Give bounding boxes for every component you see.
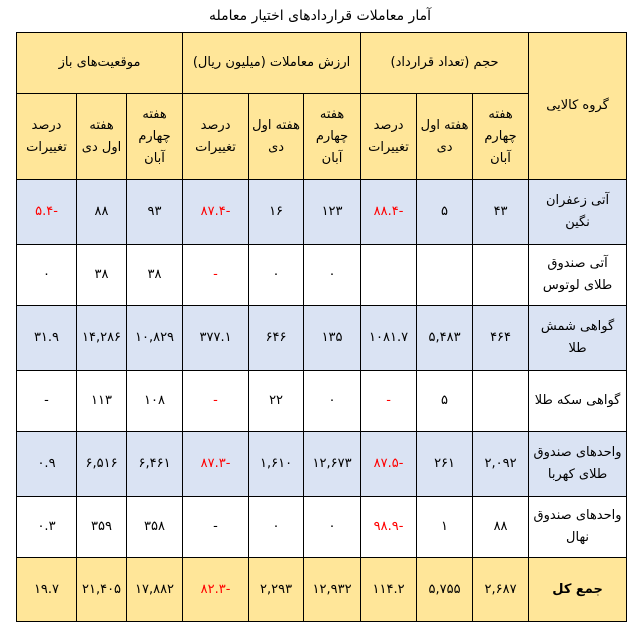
table-cell: -۸۲.۳: [183, 558, 249, 622]
row-group-name: گواهی شمش طلا: [529, 306, 627, 371]
table-cell: -: [183, 496, 249, 558]
table-cell: ۸۸: [77, 180, 127, 245]
table-cell: -: [361, 370, 417, 432]
table-cell: -۵.۴: [17, 180, 77, 245]
table-cell: ۱: [417, 496, 473, 558]
table-cell: ۳۸: [77, 244, 127, 306]
table-cell: ۰.۹: [17, 432, 77, 497]
table-cell: ۶,۵۱۶: [77, 432, 127, 497]
table-cell: ۳۸: [127, 244, 183, 306]
table-cell: ۵,۴۸۳: [417, 306, 473, 371]
table-cell: [473, 370, 529, 432]
options-trading-stats-table: [16, 32, 627, 622]
table-cell: ۱۶: [249, 180, 304, 245]
table-cell: ۴۶۴: [473, 306, 529, 371]
table-cell: -: [183, 370, 249, 432]
table-cell: ۸۸: [473, 496, 529, 558]
subheader-week-aban: هفته چهارم آبان: [304, 94, 361, 180]
table-row: [17, 370, 627, 432]
table-cell: ۳۵۸: [127, 496, 183, 558]
subheader-week-dey: هفته اول دی: [249, 94, 304, 180]
table-cell: -۸۷.۳: [183, 432, 249, 497]
table-cell: ۰: [249, 496, 304, 558]
table-cell: ۹۳: [127, 180, 183, 245]
table-cell: -۸۷.۴: [183, 180, 249, 245]
table-cell: ۰: [304, 370, 361, 432]
table-cell: ۱۱۳: [77, 370, 127, 432]
table-cell: -۸۸.۴: [361, 180, 417, 245]
table-cell: -۹۸.۹: [361, 496, 417, 558]
table-cell: ۰: [249, 244, 304, 306]
table-row: [17, 244, 627, 306]
table-cell: ۱۲,۹۳۲: [304, 558, 361, 622]
table-cell: ۳۷۷.۱: [183, 306, 249, 371]
table-cell: ۱۰۸: [127, 370, 183, 432]
row-group-name: گواهی سکه طلا: [529, 370, 627, 432]
table-cell: ۱۲,۶۷۳: [304, 432, 361, 497]
table-cell: -۸۷.۵: [361, 432, 417, 497]
table-cell: ۲۶۱: [417, 432, 473, 497]
table-cell: ۱۱۴.۲: [361, 558, 417, 622]
table-row: [17, 432, 627, 497]
subheader-change: درصد تغییرات: [17, 94, 77, 180]
table-cell: ۰: [304, 496, 361, 558]
table-cell: ۵: [417, 180, 473, 245]
table-cell: ۲,۲۹۳: [249, 558, 304, 622]
header-open-positions: موقعیت‌های باز: [17, 33, 183, 94]
table-cell: ۲,۶۸۷: [473, 558, 529, 622]
table-cell: ۱۰,۸۲۹: [127, 306, 183, 371]
table-row: [17, 306, 627, 371]
table-cell: ۱۷,۸۸۲: [127, 558, 183, 622]
row-group-name: جمع کل: [529, 558, 627, 622]
table-row: [17, 558, 627, 622]
table-cell: ۲۱,۴۰۵: [77, 558, 127, 622]
subheader-change: درصد تغییرات: [361, 94, 417, 180]
table-cell: ۱۹.۷: [17, 558, 77, 622]
header-volume: حجم (تعداد قرارداد): [361, 33, 529, 94]
table-cell: [417, 244, 473, 306]
table-cell: ۱۳۵: [304, 306, 361, 371]
table-cell: ۶۴۶: [249, 306, 304, 371]
table-cell: ۶,۴۶۱: [127, 432, 183, 497]
table-cell: ۱۴,۲۸۶: [77, 306, 127, 371]
row-group-name: آتی زعفران نگین: [529, 180, 627, 245]
row-group-name: واحدهای صندوق طلای کهربا: [529, 432, 627, 497]
table-cell: [361, 244, 417, 306]
subheader-week-dey: هفته اول دی: [77, 94, 127, 180]
header-group: گروه کالایی: [529, 33, 627, 180]
table-title: آمار معاملات قراردادهای اختیار معامله: [209, 8, 431, 24]
table-cell: ۲۲: [249, 370, 304, 432]
subheader-week-aban: هفته چهارم آبان: [127, 94, 183, 180]
table-row: [17, 496, 627, 558]
table-cell: ۰.۳: [17, 496, 77, 558]
row-group-name: واحدهای صندوق نهال: [529, 496, 627, 558]
table-cell: ۵: [417, 370, 473, 432]
table-cell: ۱۲۳: [304, 180, 361, 245]
table-cell: ۲,۰۹۲: [473, 432, 529, 497]
table-cell: [473, 244, 529, 306]
table-cell: ۰: [304, 244, 361, 306]
table-cell: ۳۵۹: [77, 496, 127, 558]
subheader-change: درصد تغییرات: [183, 94, 249, 180]
table-cell: -: [183, 244, 249, 306]
subheader-week-dey: هفته اول دی: [417, 94, 473, 180]
table-cell: ۱۰۸۱.۷: [361, 306, 417, 371]
row-group-name: آتی صندوق طلای لوتوس: [529, 244, 627, 306]
table-cell: ۳۱.۹: [17, 306, 77, 371]
table-cell: ۱,۶۱۰: [249, 432, 304, 497]
table-cell: ۴۳: [473, 180, 529, 245]
header-value: ارزش معاملات (میلیون ریال): [183, 33, 361, 94]
table-cell: ۰: [17, 244, 77, 306]
subheader-week-aban: هفته چهارم آبان: [473, 94, 529, 180]
table-cell: ۵,۷۵۵: [417, 558, 473, 622]
table-row: [17, 180, 627, 245]
table-cell: -: [17, 370, 77, 432]
